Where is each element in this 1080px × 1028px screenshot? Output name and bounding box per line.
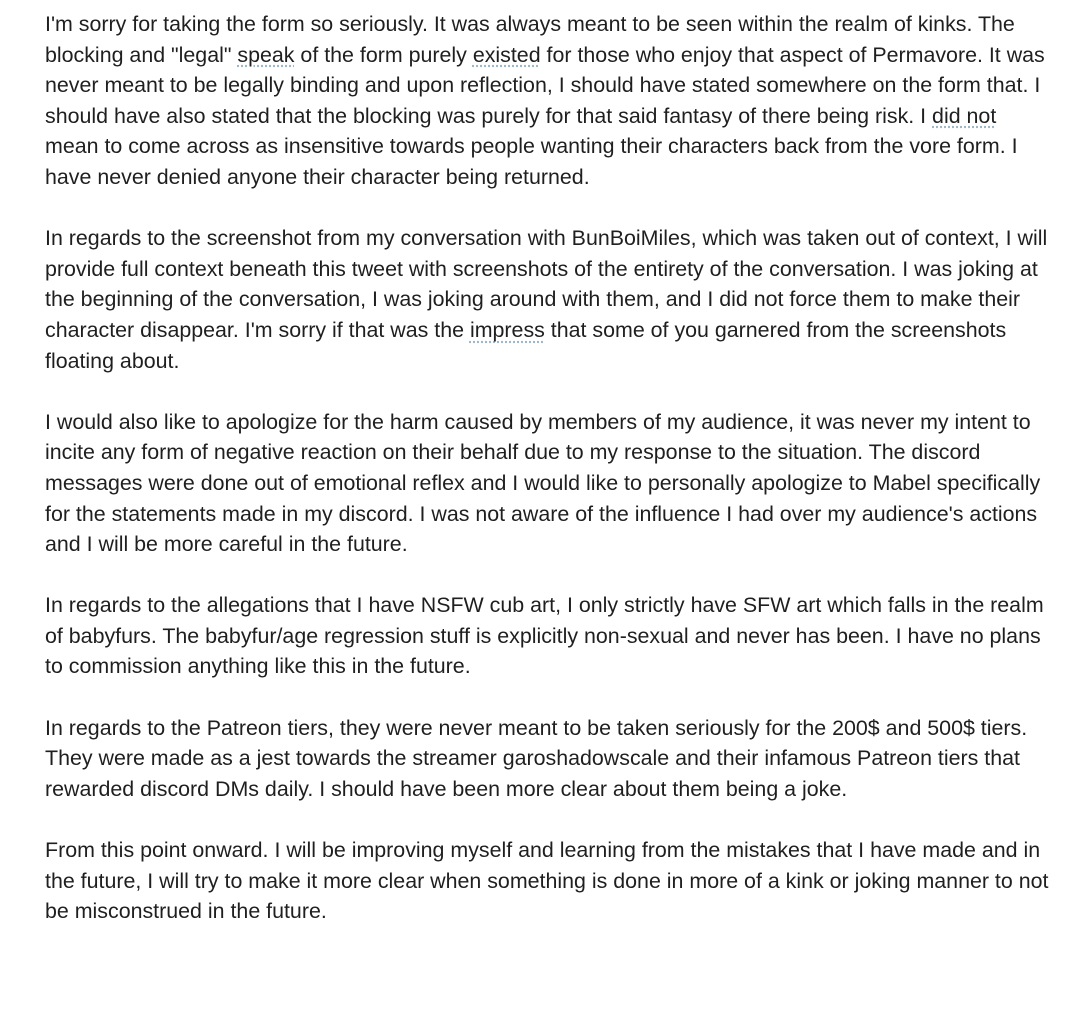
paragraph-form-apology-text-3: for those who enjoy that aspect of Permavore. It was never meant to be legally binding and upon reflection, I should have stated somewhere on the form that. I should have also stated that the blocking was purely for that said fantasy of there being risk. I	[45, 42, 1045, 128]
paragraph-audience-apology: I would also like to apologize for the harm caused by members of my audience, it was never my intent to incite any form of negative reaction on their behalf due to my response to the situation. The discord messages were done out of emotional reflex and I would like to personally apologize to Mabel specifically for the statements made in my discord. I was not aware of the influence I had over my audience's actions and I will be more careful in the future.	[45, 409, 1041, 557]
paragraph-form-apology-text-1: I'm sorry for taking the form so seriously. It was always meant to be seen within the realm of kinks. The blocking and "legal"	[45, 12, 1015, 67]
paragraph-form-apology-text-2: of the form purely	[294, 42, 473, 67]
paragraph-form-apology	[45, 9, 1055, 193]
spellcheck-underlined-word: impress	[469, 317, 545, 342]
spellcheck-underlined-word: did not	[932, 103, 997, 128]
spellcheck-underlined-word: speak	[237, 42, 295, 67]
paragraph-going-forward: From this point onward. I will be improving myself and learning from the mistakes that I have made and in the future, I will try to make it more clear when something is done in more of a kink or joking manner to not be misconstrued in the future.	[45, 838, 1049, 924]
paragraph-screenshot-context-text-1: In regards to the screenshot from my conversation with BunBoiMiles, which was taken out of context, I will provide full context beneath this tweet with screenshots of the entirety of the conversation. I was joking at the beginning of the conversation, I was joking around with them, and I did not force them to make their character disappear. I'm sorry if that was the	[45, 226, 1048, 342]
paragraph-patreon-tiers: In regards to the Patreon tiers, they were never meant to be taken seriously for the 200$ and 500$ tiers. They were made as a jest towards the streamer garoshadowscale and their infamous Patreon tiers that rewarded discord DMs daily. I should have been more clear about them being a joke.	[45, 715, 1028, 801]
document-body	[45, 9, 1055, 927]
paragraph-form-apology-text-4: mean to come across as insensitive towards people wanting their characters back from the vore form. I have never denied anyone their character being returned.	[45, 134, 1018, 189]
paragraph-screenshot-context-text-2: that some of you garnered from the screenshots floating about.	[45, 317, 1007, 373]
spellcheck-underlined-word: existed	[472, 42, 541, 67]
paragraph-screenshot-context	[45, 223, 1055, 376]
paragraph-allegations: In regards to the allegations that I have NSFW cub art, I only strictly have SFW art which falls in the realm of babyfurs. The babyfur/age regression stuff is explicitly non-sexual and never has been. I have no plans to commission anything like this in the future.	[45, 593, 1044, 679]
